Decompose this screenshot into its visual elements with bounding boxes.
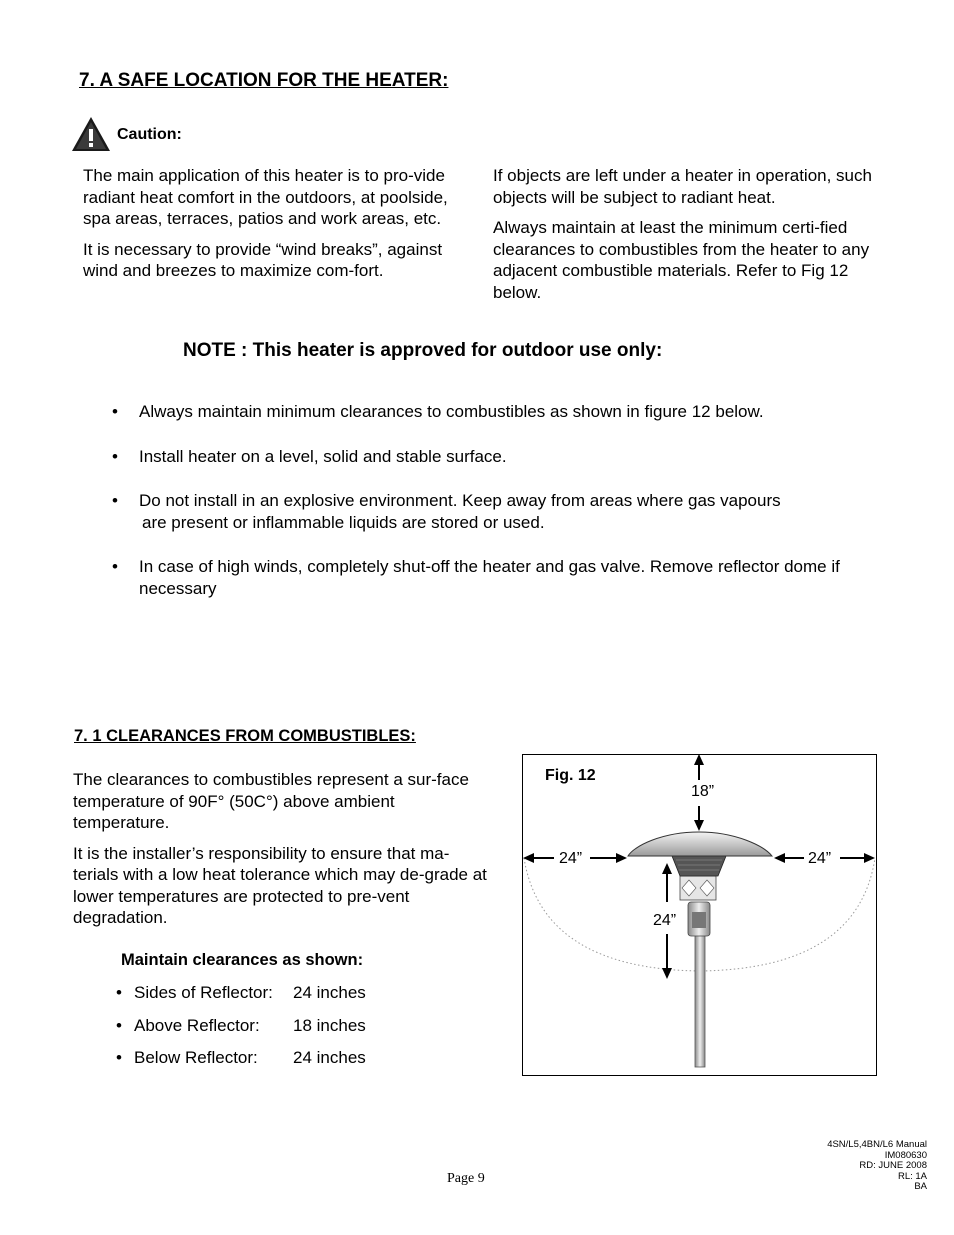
clearance-paragraph: It is the installer’s responsibility to ensure that ma-terials with a low heat tolerance which may de-grade at lower temperatures are protected to pre-vent degradation. bbox=[73, 843, 487, 927]
list-item: • Below Reflector: 24 inches bbox=[116, 1048, 366, 1067]
outdoor-use-note: NOTE : This heater is approved for outdoor use only: bbox=[183, 340, 663, 361]
figure-label: Fig. 12 bbox=[545, 767, 596, 784]
list-item: • Sides of Reflector: 24 inches bbox=[116, 983, 366, 1002]
clearance-list bbox=[116, 983, 366, 1081]
subsection-title: 7. 1 CLEARANCES FROM COMBUSTIBLES: bbox=[74, 727, 416, 745]
safety-bullet-list bbox=[112, 401, 872, 622]
below-clearance-label: 24” bbox=[653, 912, 677, 929]
intro-paragraph: The main application of this heater is to pro-vide radiant heat comfort in the outdoors, at poolside, spa areas, terraces, patios and work areas, etc. bbox=[83, 166, 448, 228]
list-item: • Do not install in an explosive environment. Keep away from areas where gas vapours are present or inflammable liquids are stored or used. bbox=[112, 490, 872, 533]
caution-notice bbox=[71, 116, 182, 152]
intro-paragraph: If objects are left under a heater in operation, such objects will be subject to radiant heat. bbox=[493, 166, 872, 207]
document-reference: 4SN/L5,4BN/L6 Manual IM080630 RD: JUNE 2008 RL: 1A BA bbox=[827, 1139, 927, 1192]
list-item: • Always maintain minimum clearances to combustibles as shown in figure 12 below. bbox=[112, 401, 872, 423]
clearance-description bbox=[73, 769, 493, 938]
section-title: 7. A SAFE LOCATION FOR THE HEATER: bbox=[79, 70, 449, 91]
caution-label: Caution: bbox=[117, 126, 182, 143]
intro-right-column bbox=[493, 165, 878, 312]
right-clearance-label: 24” bbox=[808, 850, 832, 867]
list-item: • In case of high winds, completely shut-off the heater and gas valve. Remove reflector dome if necessary bbox=[112, 556, 859, 599]
clearance-paragraph: The clearances to combustibles represent a sur-face temperature of 90F° (50C°) above ambient temperature. bbox=[73, 770, 469, 832]
intro-left-column bbox=[83, 165, 475, 291]
intro-paragraph: It is necessary to provide “wind breaks”, against wind and breezes to maximize com-fort. bbox=[83, 239, 443, 280]
list-item: • Install heater on a level, solid and stable surface. bbox=[112, 446, 872, 468]
maintain-heading: Maintain clearances as shown: bbox=[121, 951, 364, 969]
intro-paragraph: Always maintain at least the minimum certi-fied clearances to combustibles from the heater to any adjacent combustible materials. Refer to Fig 12 below. bbox=[493, 218, 870, 302]
above-clearance-label: 18” bbox=[691, 783, 715, 800]
left-clearance-label: 24” bbox=[559, 850, 583, 867]
page-number: Page 9 bbox=[447, 1171, 485, 1186]
heater-clearance-diagram bbox=[522, 754, 877, 1076]
list-item: • Above Reflector: 18 inches bbox=[116, 1015, 366, 1035]
warning-triangle-icon bbox=[71, 116, 111, 152]
